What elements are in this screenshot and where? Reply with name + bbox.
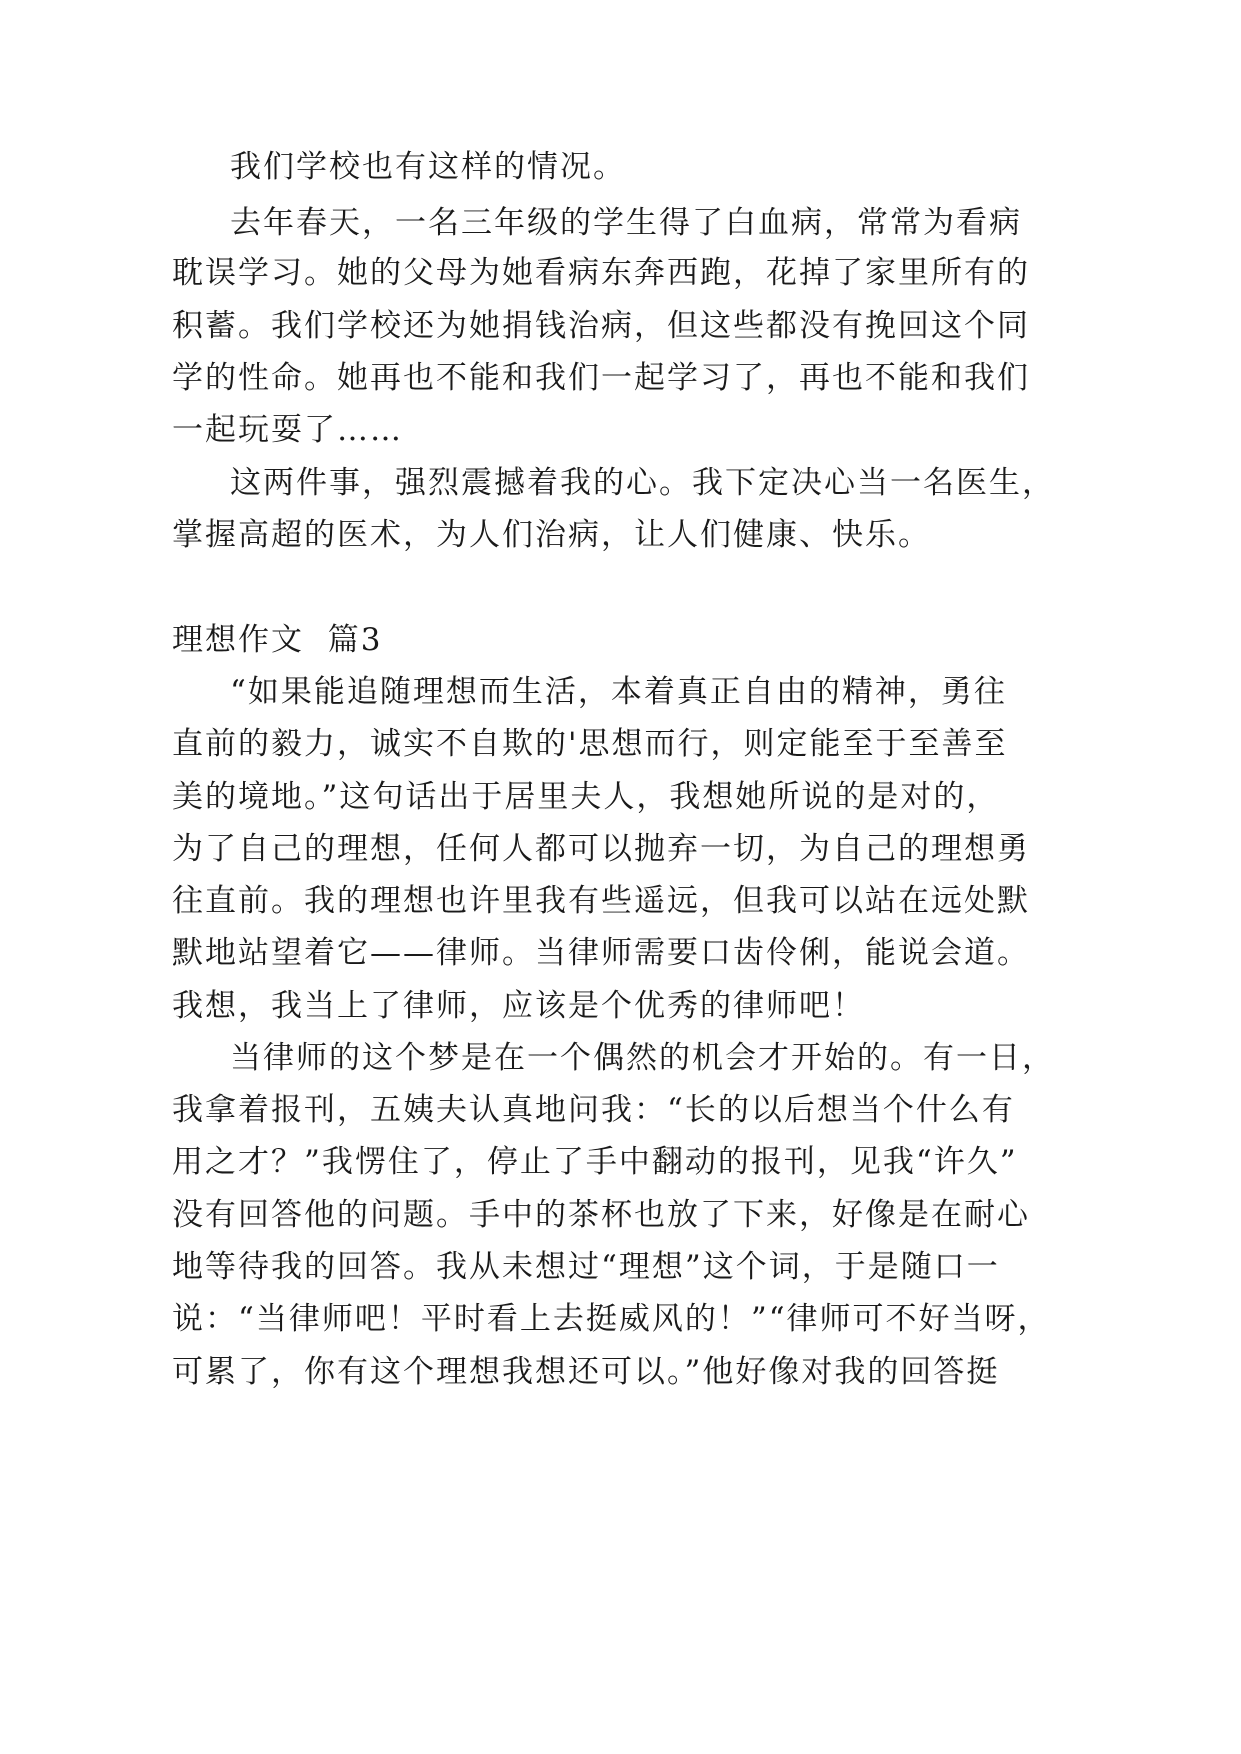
text-line: 默地站望着它——律师。当律师需要口齿伶俐，能说会道。 (172, 935, 1030, 971)
text-line: 说：“当律师吧！平时看上去挺威风的！”“律师可不好当呀， (172, 1301, 1051, 1337)
text-line: 用之才？”我愣住了，停止了手中翻动的报刊，见我“许久” (172, 1144, 1018, 1180)
text-line: 为了自己的理想，任何人都可以抛弃一切，为自己的理想勇 (172, 831, 1030, 867)
text-line: 我想，我当上了律师，应该是个优秀的律师吧！ (172, 988, 865, 1024)
text-line: 往直前。我的理想也许里我有些遥远，但我可以站在远处默 (172, 883, 1030, 919)
text-line: 直前的毅力，诚实不自欺的'思想而行，则定能至于至善至 (172, 726, 1008, 762)
text-line: 耽误学习。她的父母为她看病东奔西跑，花掉了家里所有的 (172, 255, 1030, 291)
text-line: 掌握高超的医术，为人们治病，让人们健康、快乐。 (172, 517, 931, 553)
text-line: 学的性命。她再也不能和我们一起学习了，再也不能和我们 (172, 360, 1030, 396)
text-line: 积蓄。我们学校还为她捐钱治病，但这些都没有挽回这个同 (172, 308, 1030, 344)
text-line: 这两件事，强烈震撼着我的心。我下定决心当一名医生， (230, 465, 1055, 501)
text-line: 地等待我的回答。我从未想过“理想”这个词，于是随口一 (172, 1249, 1000, 1285)
text-line: 可累了，你有这个理想我想还可以。”他好像对我的回答挺 (172, 1354, 1000, 1390)
text-line: 没有回答他的问题。手中的茶杯也放了下来，好像是在耐心 (172, 1197, 1030, 1233)
text-line: 我们学校也有这样的情况。 (230, 149, 626, 185)
text-line: “如果能追随理想而生活，本着真正自由的精神，勇往 (230, 674, 1007, 710)
text-line: 一起玩耍了…… (172, 412, 403, 448)
text-line: 当律师的这个梦是在一个偶然的机会才开始的。有一日， (230, 1040, 1055, 1076)
text-line: 去年春天，一名三年级的学生得了白血病，常常为看病 (230, 205, 1022, 241)
section-heading: 理想作文 篇3 (172, 622, 383, 658)
text-line: 我拿着报刊，五姨夫认真地问我：“长的以后想当个什么有 (172, 1092, 1015, 1128)
text-line: 美的境地。”这句话出于居里夫人，我想她所说的是对的， (172, 779, 1000, 815)
